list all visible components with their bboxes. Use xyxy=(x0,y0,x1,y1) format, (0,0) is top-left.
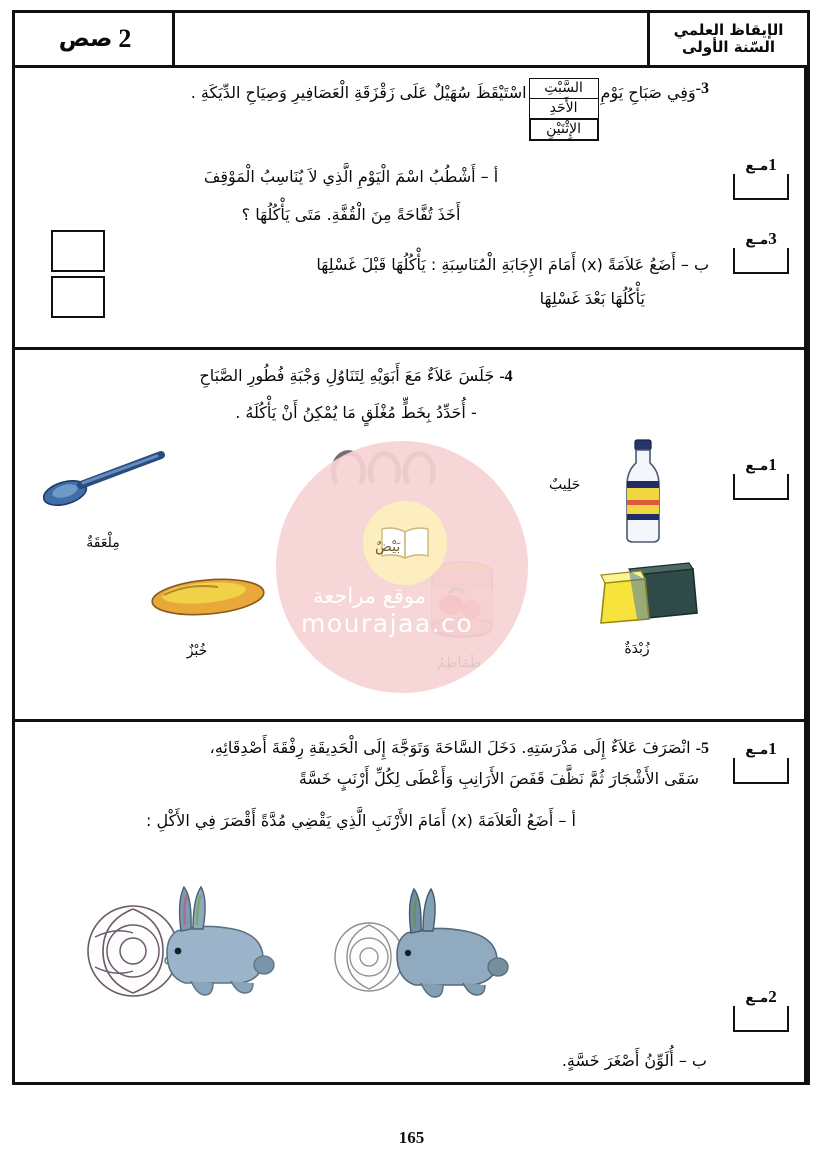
criterion-score-input-4[interactable] xyxy=(733,758,789,784)
criterion-score-input-5[interactable] xyxy=(733,1006,789,1032)
score-cell xyxy=(15,13,175,65)
sheet-header xyxy=(15,13,807,68)
question-5-content xyxy=(15,722,719,1085)
criterion-label-4: 1مـع xyxy=(745,739,777,758)
day-option-saturday[interactable]: السَّبْتِ xyxy=(529,78,599,98)
question-4-line1: جَلَسَ عَلاَءٌ مَعَ أَبَوَيْهِ لِتَنَاوُلِ وَجْبَةِ فُطُورِ الصَّبَاحِ xyxy=(199,366,495,385)
answer-checkbox-after-washing[interactable] xyxy=(51,276,105,318)
rabbit-with-small-lettuce[interactable] xyxy=(323,883,523,1007)
criterion-label-5: 2مـع xyxy=(745,987,777,1006)
question-3-block xyxy=(15,68,807,350)
criterion-label-1: 1مـع xyxy=(745,155,777,174)
lettuce-small-icon xyxy=(335,923,403,991)
question-3-number: 3- xyxy=(695,80,709,97)
subject-title: الإيقاظ العلمي xyxy=(673,20,784,39)
item-spoon xyxy=(43,447,173,551)
criterion-score-input-1[interactable] xyxy=(733,174,789,200)
criterion-score-input-2[interactable] xyxy=(733,248,789,274)
caption-butter: زُبْدَةٌ xyxy=(624,641,650,657)
question-3-text-before: وَفِي صَبَاحِ يَوْمِ xyxy=(600,83,696,102)
question-5-statement xyxy=(23,734,709,763)
question-4-content xyxy=(15,350,719,719)
day-options-stack xyxy=(529,78,599,141)
caption-spoon: مِلْعَقَةٌ xyxy=(86,535,120,551)
question-4-number: 4- xyxy=(499,368,513,385)
criterion-box-1 xyxy=(733,156,789,200)
item-butter xyxy=(593,557,703,657)
item-bread xyxy=(148,571,268,659)
header-blank-cell xyxy=(172,13,647,65)
lettuce-large-icon xyxy=(88,906,178,996)
criterion-box-4 xyxy=(733,740,789,784)
day-option-monday[interactable]: الإِثْنَيْنِ xyxy=(529,118,599,141)
question-4-statement xyxy=(23,362,709,391)
rabbits-illustration xyxy=(23,881,709,1009)
question-5-marks-column xyxy=(719,722,807,1085)
question-5-line1: انْصَرَفَ عَلاَءٌ إِلَى مَدْرَسَتِهِ. دَخَلَ السَّاحَةَ وَتَوَجَّهَ إِلَى الْحَدِيقَةِ رِفْقَةَ أَصْدِقَائِهِ، xyxy=(209,738,691,757)
caption-milk: حَلِيبٌ xyxy=(549,477,581,493)
rabbit-with-large-lettuce[interactable] xyxy=(81,881,281,1007)
page-number: 165 xyxy=(398,1128,425,1147)
spoon-icon xyxy=(43,447,173,509)
milk-bottle-icon xyxy=(613,437,673,545)
question-3b-instruction: ب – أَضَعُ عَلاَمَةً (x) أَمَامَ الإِجَابَةِ الْمُنَاسِبَةِ : يَأْكُلُهَا قَبْلَ غَسْلِهَا xyxy=(316,254,709,274)
criterion-label-3: 1مـع xyxy=(745,455,777,474)
rabbit-icon xyxy=(81,881,281,1003)
score-value: 2 xyxy=(118,24,132,53)
butter-icon xyxy=(593,557,703,631)
question-3a-instruction: أ – أَشْطُبُ اسْمَ الْيَوْمِ الَّذِي لاَ يُنَاسِبُ الْمَوْقِفَ xyxy=(203,166,499,186)
question-5-line2: سَقَى الأَشْجَارَ ثُمَّ نَظَّفَ قَفَصَ الأَرَانِبِ وَأَعْطَى لِكُلِّ أَرْنَبٍ خَسَّةً xyxy=(298,769,699,788)
question-3-stem: أَخَذَ تُفَّاحَةً مِنَ الْقُفَّةِ. مَتَى يَأْكُلُهَا ؟ xyxy=(241,204,461,224)
criterion-box-5 xyxy=(733,988,789,1032)
watermark-latin-text: mourajaa.co xyxy=(301,609,474,638)
question-5-number: 5- xyxy=(695,740,709,757)
question-5-block xyxy=(15,722,807,1085)
criterion-score-input-3[interactable] xyxy=(733,474,789,500)
question-4-instruction: - أُحَدِّدُ بِخَطٍّ مُغْلَقٍ مَا يُمْكِنُ أَنْ يَأْكُلَهُ . xyxy=(235,403,477,422)
criterion-label-2: 3مـع xyxy=(745,229,777,248)
question-4-marks-column xyxy=(719,350,807,719)
question-3b-option-2: يَأْكُلُهَا بَعْدَ غَسْلِهَا xyxy=(539,288,645,308)
watermark-arabic-text: موقع مراجعة xyxy=(313,584,427,608)
answer-checkbox-before-washing[interactable] xyxy=(51,230,105,272)
worksheet-frame xyxy=(12,10,810,1085)
question-5a-instruction: أ – أَضَعُ الْعَلاَمَةَ (x) أَمَامَ الأَرْنَبِ الَّذِي يَقْضِي مُدَّةً أَقْصَرَ فِي الأَكْلِ : xyxy=(146,811,576,830)
question-4-block xyxy=(15,350,807,722)
caption-bread: خُبْزٌ xyxy=(186,643,208,659)
question-3-marks-column xyxy=(719,68,807,347)
item-milk xyxy=(549,437,673,549)
question-5b-instruction: ب – أُلَوِّنُ أَصْغَرَ خَسَّةٍ. xyxy=(561,1051,707,1070)
question-3-content xyxy=(15,68,719,347)
criterion-box-3 xyxy=(733,456,789,500)
caption-eggs: بَيْضٌ xyxy=(375,539,401,555)
question-3-statement xyxy=(23,78,709,141)
food-items-illustration xyxy=(23,429,709,679)
criterion-box-2 xyxy=(733,230,789,274)
score-label: صص xyxy=(58,26,113,52)
subject-level: السّنة الأولى xyxy=(681,38,776,56)
rabbit-icon xyxy=(323,883,523,1003)
subject-cell xyxy=(647,13,807,65)
question-3-text-after: اسْتَيْقَظَ سُهَيْلٌ عَلَى زَقْزَقَةِ الْعَصَافِيرِ وَصِيَاحِ الدِّيَكَةِ . xyxy=(190,83,527,102)
day-option-sunday[interactable]: الأَحَدِ xyxy=(529,98,599,118)
bread-icon xyxy=(148,571,268,619)
